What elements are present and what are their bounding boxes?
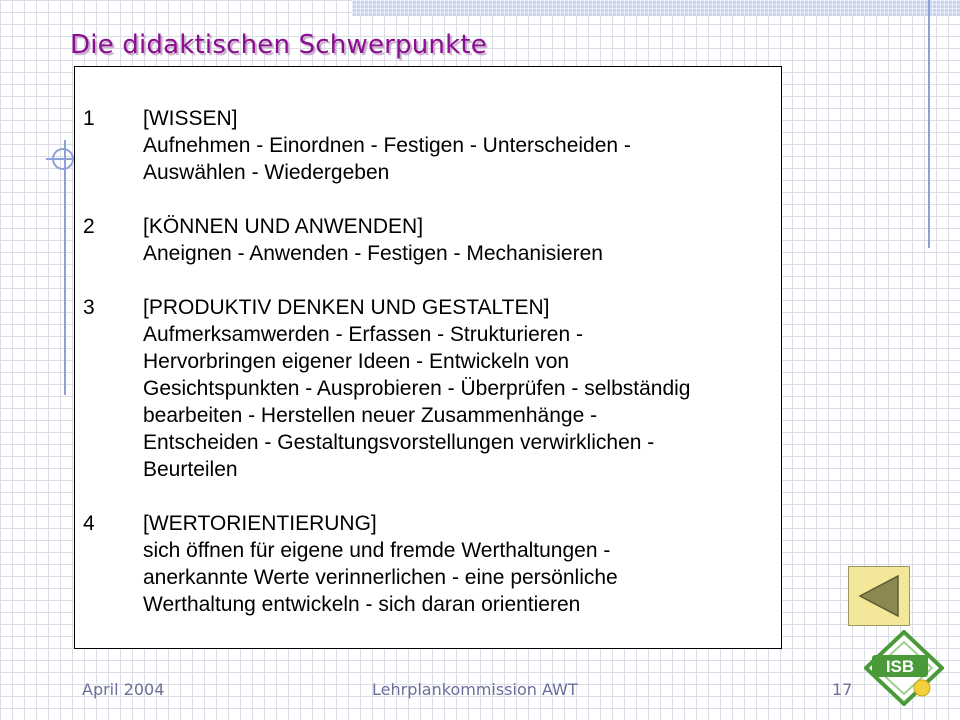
item-text-line: Beurteilen <box>143 458 238 481</box>
slide-title: Die didaktischen Schwerpunkte <box>70 30 487 60</box>
item-text-line: Entscheiden - Gestaltungsvorstellungen verwirklichen - <box>143 431 655 454</box>
back-button[interactable] <box>848 566 910 626</box>
isb-logo <box>864 630 944 706</box>
item-text-line: Auswählen - Wiedergeben <box>143 161 390 184</box>
item-text-line: sich öffnen für eigene und fremde Werthaltungen - <box>143 539 611 562</box>
item-heading: [WISSEN] <box>143 107 238 130</box>
item-heading: [KÖNNEN UND ANWENDEN] <box>143 215 424 238</box>
item-number: 1 <box>83 107 95 130</box>
content-box <box>74 66 782 649</box>
item-heading: [PRODUKTIV DENKEN UND GESTALTEN] <box>143 296 550 319</box>
item-number: 4 <box>83 512 95 535</box>
logo-text: ISB <box>885 657 915 676</box>
item-heading: [WERTORIENTIERUNG] <box>143 512 377 535</box>
right-decorative-line <box>928 0 930 248</box>
item-text-line: Hervorbringen eigener Ideen - Entwickeln von <box>143 350 570 373</box>
left-decorative-line <box>64 140 66 395</box>
item-text-line: bearbeiten - Herstellen neuer Zusammenhänge - <box>143 404 598 427</box>
back-triangle-icon <box>854 571 904 621</box>
item-text-line: Aufnehmen - Einordnen - Festigen - Unterscheiden - <box>143 134 631 157</box>
item-text-line: Aneignen - Anwenden - Festigen - Mechanisieren <box>143 242 603 265</box>
item-number: 3 <box>83 296 95 319</box>
footer-date: April 2004 <box>82 680 165 699</box>
item-text-line: Aufmerksamwerden - Erfassen - Strukturieren - <box>143 323 583 346</box>
footer-title: Lehrplankommission AWT <box>372 680 578 699</box>
item-number: 2 <box>83 215 95 238</box>
item-text-line: Werthaltung entwickeln - sich daran orientieren <box>143 593 581 616</box>
item-text-line: anerkannte Werte verinnerlichen - eine persönliche <box>143 566 618 589</box>
item-text-line: Gesichtspunkten - Ausprobieren - Überprüfen - selbständig <box>143 377 691 400</box>
page-number: 17 <box>832 680 853 699</box>
top-decorative-band <box>352 0 960 16</box>
decorative-circle <box>52 148 74 170</box>
